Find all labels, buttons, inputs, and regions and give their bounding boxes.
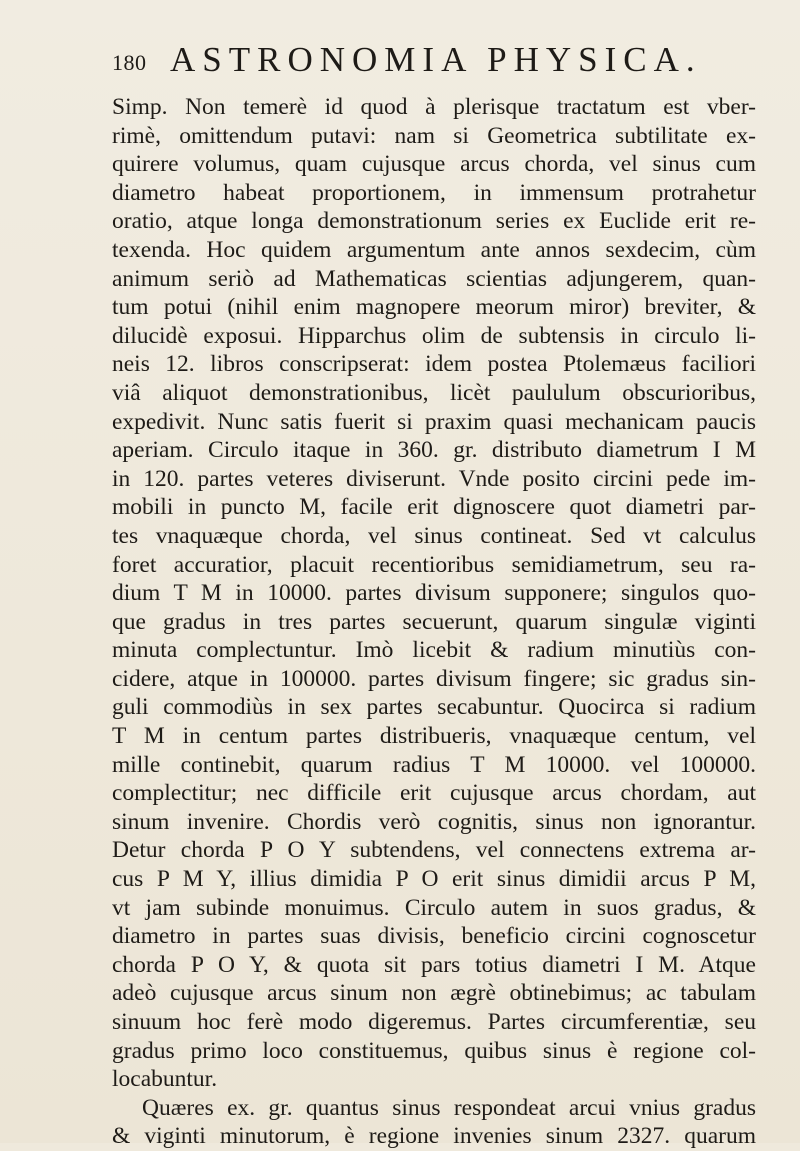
page-header [112, 40, 752, 84]
text-line: rimè, omittendum putavi: nam si Geometrica subtilitate ex- [112, 122, 756, 149]
text-line: neis 12. libros conscripserat: idem postea Ptolemæus faciliori [112, 351, 756, 378]
text-line: quirere volumus, quam cujusque arcus chorda, vel sinus cum [112, 151, 756, 178]
text-line: cus P M Y, illius dimidia P O erit sinus dimidii arcus P M, [112, 866, 756, 893]
body-text [112, 93, 756, 1151]
text-line: foret accuratior, placuit recentioribus semidiametrum, seu ra- [112, 551, 756, 578]
text-line: minuta complectuntur. Imò licebit & radium minutiùs con- [112, 637, 756, 664]
text-line: oratio, atque longa demonstrationum series ex Euclide erit re- [112, 208, 756, 235]
text-line: in 120. partes veteres diviserunt. Vnde posito circini pede im- [112, 465, 756, 492]
page-number: 180 [112, 50, 147, 75]
text-line: complectitur; nec difficile erit cujusque arcus chordam, aut [112, 780, 756, 807]
running-title: ASTRONOMIA PHYSICA. [170, 40, 702, 79]
text-line: & viginti minutorum, è regione invenies sinum 2327. quarum [112, 1123, 756, 1150]
text-line: dium T M in 10000. partes divisum supponere; singulos quo- [112, 580, 756, 607]
text-line: aperiam. Circulo itaque in 360. gr. distributo diametrum I M [112, 437, 756, 464]
text-line: sinuum hoc ferè modo digeremus. Partes circumferentiæ, seu [112, 1009, 756, 1035]
text-line: gradus primo loco constituemus, quibus sinus è regione col- [112, 1037, 756, 1064]
text-line: chorda P O Y, & quota sit pars totius diametri I M. Atque [112, 951, 756, 978]
text-line: T M in centum partes distribueris, vnaquæque centum, vel [112, 723, 756, 750]
text-line: cidere, atque in 100000. partes divisum fingere; sic gradus sin- [112, 665, 756, 692]
text-line: locabuntur. [112, 1066, 218, 1093]
text-line: animum seriò ad Mathematicas scientias adjungerem, quan- [112, 265, 756, 292]
text-line: expedivit. Nunc satis fuerit si praxim quasi mechanicam paucis [112, 408, 756, 435]
text-line: viâ aliquot demonstrationibus, licèt paululum obscurioribus, [112, 379, 756, 406]
text-line: Simp. Non temerè id quod à plerisque tractatum est vber- [112, 94, 756, 120]
text-line: guli commodiùs in sex partes secabuntur. Quocirca si radium [112, 694, 756, 721]
text-line: mille continebit, quarum radius T M 10000. vel 100000. [112, 751, 756, 778]
text-line: adeò cujusque arcus sinum non ægrè obtinebimus; ac tabulam [112, 980, 756, 1007]
text-line: vt jam subinde monuimus. Circulo autem in suos gradus, & [112, 894, 756, 921]
text-line: que gradus in tres partes secuerunt, quarum singulæ viginti [112, 608, 756, 635]
text-line: dilucidè exposui. Hipparchus olim de subtensis in circulo li- [112, 322, 756, 349]
text-line: diametro in partes suas divisis, beneficio circini cognoscetur [112, 923, 756, 950]
text-line: tes vnaquæque chorda, vel sinus contineat. Sed vt calculus [112, 522, 756, 549]
text-line: sinum invenire. Chordis verò cognitis, sinus non ignorantur. [112, 808, 756, 835]
text-line: tum potui (nihil enim magnopere meorum miror) breviter, & [112, 294, 756, 321]
text-line: texenda. Hoc quidem argumentum ante annos sexdecim, cùm [112, 236, 756, 263]
text-line: diametro habeat proportionem, in immensum protrahetur [112, 179, 756, 206]
text-line: Quæres ex. gr. quantus sinus respondeat arcui vnius gradus [142, 1094, 756, 1121]
text-line: mobili in puncto M, facile erit dignoscere quot diametri par- [112, 494, 756, 521]
text-line: Detur chorda P O Y subtendens, vel connectens extrema ar- [112, 837, 756, 864]
